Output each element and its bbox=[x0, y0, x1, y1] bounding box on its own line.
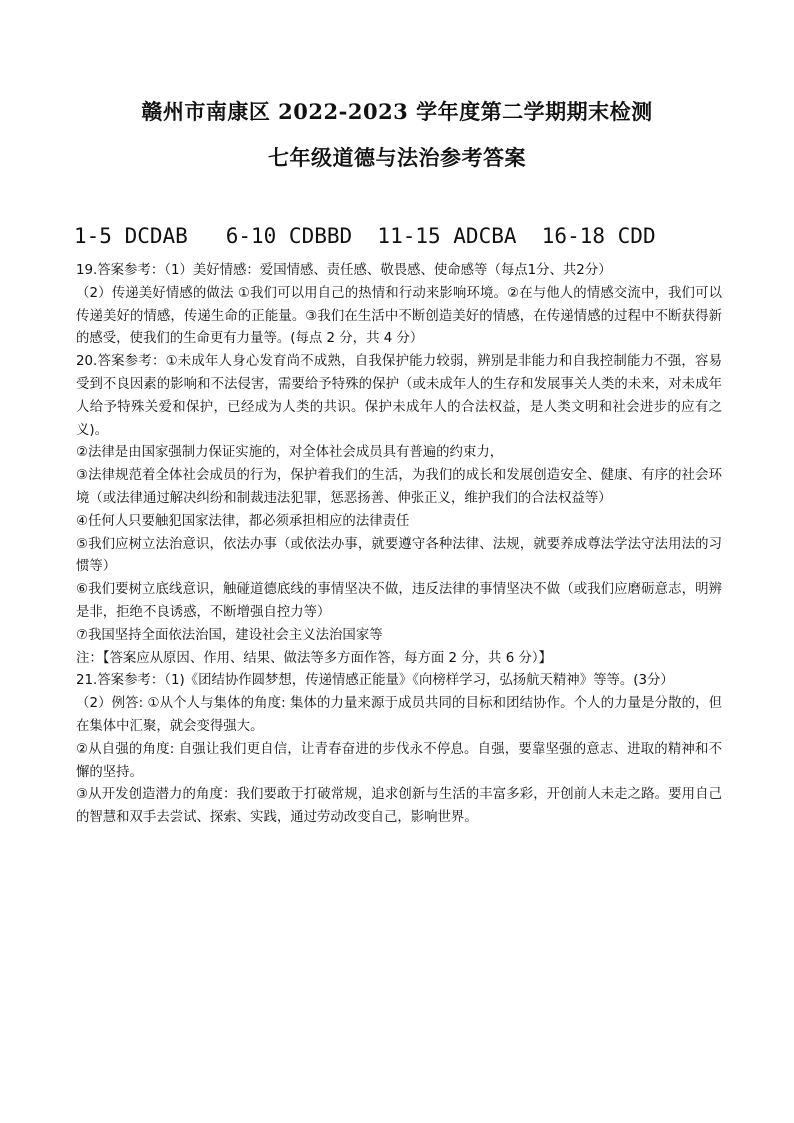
answer-paragraph-q20-7: ⑦我国坚持全面依法治国，建设社会主义法治国家等 bbox=[76, 627, 383, 643]
answer-paragraph-q21-1: 21.答案参考：（1)《团结协作圆梦想，传递情感正能量》《向榜样学习，弘扬航天精神》等等。(3分） bbox=[76, 673, 674, 689]
multiple-choice-answers: 1-5 DCDAB 6-10 CDBBD 11-15 ADCBA 16-18 CDD bbox=[74, 224, 656, 248]
answer-paragraph-q20-6: ⑥我们要树立底线意识，触碰道德底线的事情坚决不做，违反法律的事情坚决不做（或我们应磨砺意志，明辨是非，拒绝不良诱惑，不断增强自控力等） bbox=[76, 582, 722, 620]
answer-paragraph-q20-1: 20.答案参考：①未成年人身心发育尚不成熟，自我保护能力较弱，辨别是非能力和自我控制能力不强，容易受到不良因素的影响和不法侵害，需要给予特殊的保护（或未成年人的生存和发展事关人类的未来，对未成年人给予特殊关爱和保护，已经成为人类的共识。保护未成年人的合法权益，是人类文明和社会进步的应有之义)。 bbox=[76, 354, 722, 438]
page-subtitle: 七年级道德与法治参考答案 bbox=[268, 145, 526, 170]
answer-paragraph-q20-note: 注：【答案应从原因、作用、结果、做法等多方面作答，每方面 2 分，共 6 分）】 bbox=[76, 650, 552, 666]
answer-paragraph-q20-4: ④任何人只要触犯国家法律，都必须承担相应的法律责任 bbox=[76, 513, 410, 529]
answer-paragraph-q19-1: 19.答案参考：（1）美好情感：爱国情感、责任感、敬畏感、使命感等（每点1分、共2分） bbox=[76, 263, 612, 278]
answer-paragraph-q21-2: （2）例答: ①从个人与集体的角度: 集体的力量来源于成员共同的目标和团结协作。个人的力量是分散的，但在集体中汇聚，就会变得强大。 bbox=[76, 696, 722, 734]
page-title: 赣州市南康区 2022-2023 学年度第二学期期末检测 bbox=[141, 99, 653, 124]
answer-body bbox=[76, 260, 722, 830]
answer-paragraph-q19-2: （2）传递美好情感的做法 ①我们可以用自己的热情和行动来影响环境。②在与他人的情感交流中，我们可以传递美好的情感，传递生命的正能量。③我们在生活中不断创造美好的情感，在传递情感的过程中不断获得新的感受，使我们的生命更有力量等。(每点 2 分，共 4 分） bbox=[76, 285, 722, 347]
answer-paragraph-q20-5: ⑤我们应树立法治意识，依法办事（或依法办事，就要遵守各种法律、法规，就要养成尊法学法守法用法的习惯等） bbox=[76, 536, 722, 575]
answer-paragraph-q21-4: ③从开发创造潜力的角度：我们要敢于打破常规，追求创新与生活的丰富多彩，开创前人未走之路。要用自己的智慧和双手去尝试、探索、实践，通过劳动改变自己，影响世界。 bbox=[76, 787, 722, 826]
answer-paragraph-q20-3: ③法律规范着全体社会成员的行为，保护着我们的生活，为我们的成长和发展创造安全、健康、有序的社会环境（或法律通过解决纠纷和制裁违法犯罪，惩恶扬善、伸张正义，维护我们的合法权益等） bbox=[76, 468, 722, 506]
answer-paragraph-q21-3: ②从自强的角度: 自强让我们更自信，让青春奋进的步伐永不停息。自强，要靠坚强的意志、进取的精神和不懈的坚持。 bbox=[76, 741, 722, 780]
answer-paragraph-q20-2: ②法律是由国家强制力保证实施的，对全体社会成员具有普遍的约束力， bbox=[76, 445, 504, 461]
